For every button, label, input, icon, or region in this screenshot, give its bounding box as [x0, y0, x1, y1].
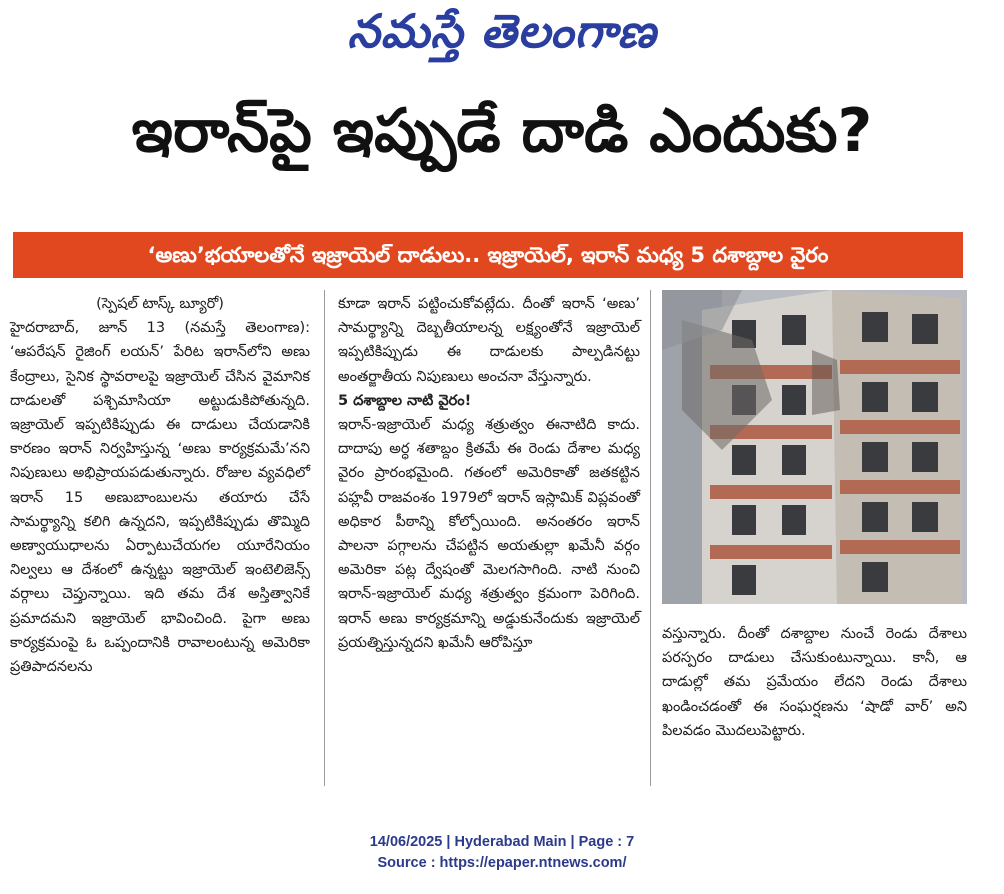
article-column-2 — [338, 292, 640, 655]
subheadline-banner — [13, 232, 963, 278]
masthead-logo: నమస్తే తెలంగాణ — [347, 4, 657, 58]
footer-source: Source : https://epaper.ntnews.com/ — [377, 855, 627, 871]
section-subhead: 5 దశాబ్దాల నాటి వైరం! — [338, 392, 472, 409]
headline: ఇరాన్‌పై ఇప్పుడే దాడి ఎందుకు? — [131, 96, 873, 166]
article-paragraph: హైదరాబాద్, జూన్ 13 (నమస్తే తెలంగాణ): ‘ఆపరేషన్ రైజింగ్ లయన్’ పేరిట ఇరాన్‌లోని అణు కేంద్రాలు, సైనిక స్థావరాలపై ఇజ్రాయెల్ చేసిన వైమానిక దాడులతో పశ్చిమాసియా అట్టుడుకిపోతున్నది. ఇజ్రాయెల్ ఇప్పటికిప్పుడు ఈ దాడులు చేయడానికి కారణం ఇరాన్ నిర్వహిస్తున్న ‘అణు కార్యక్రమమే’నని నిపుణులు అభిప్రాయపడుతున్నారు. రోజుల వ్యవధిలో ఇరాన్ 15 అణుబాంబులను తయారు చేసే సామర్థ్యాన్ని కలిగి ఉన్నదని, ఇప్పటికిప్పుడు తొమ్మిది అణ్వాయుధాలను ఏర్పాటుచేయగల యూరేనియం నిల్వలు ఆ దేశంలో ఉన్నట్టు ఇజ్రాయెల్ ఇంటెలిజెన్స్ వర్గాలు చెప్తున్నాయి. ఇది తమ దేశ అస్తిత్వానికే ప్రమాదమని ఇజ్రాయెల్ భావించింది. పైగా అణు కార్యక్రమంపై ఓ ఒప్పందానికి రావాలంటున్న అమెరికా ప్రతిపాదనలను — [10, 320, 310, 676]
building-illustration — [662, 290, 967, 604]
article-column-3 — [662, 622, 967, 743]
subheadline-text: ‘అణు’భయాలతోనే ఇజ్రాయెల్ దాడులు.. ఇజ్రాయెల్, ఇరాన్ మధ్య 5 దశాబ్దాల వైరం — [147, 243, 829, 267]
column-divider — [650, 290, 651, 786]
byline: (స్పెషల్ టాస్క్ బ్యూరో) — [96, 296, 224, 312]
article-paragraph: కూడా ఇరాన్ పట్టించుకోవట్లేదు. దీంతో ఇరాన్ ‘అణు’ సామర్థ్యాన్ని దెబ్బతీయాలన్న లక్ష్యంతోనే ఇజ్రాయెల్ ఇప్పటికిప్పుడు ఈ దాడులకు పాల్పడినట్టు అంతర్జాతీయ నిపుణులు అంచనా వేస్తున్నారు. — [338, 296, 640, 385]
footer-date-edition: 14/06/2025 | Hyderabad Main | Page : 7 — [369, 834, 635, 850]
article-paragraph: ఇరాన్-ఇజ్రాయెల్ మధ్య శత్రుత్వం ఈనాటిది కాదు. దాదాపు అర్ధ శతాబ్దం క్రితమే ఈ రెండు దేశాల మధ్య వైరం ప్రారంభమైంది. గతంలో అమెరికాతో జతకట్టిన పహ్లవీ రాజవంశం 1979లో ఇరాన్ ఇస్లామిక్ విప్లవంతో అధికార పీఠాన్ని కోల్పోయింది. అనంతరం ఇరాన్ పాలనా పగ్గాలను చేపట్టిన అయతుల్లా ఖమేనీ వర్గం అమెరికా పట్ల ద్వేషంతో మెలగసాగింది. నాటి నుంచి ఇరాన్-ఇజ్రాయెల్ మధ్య శత్రుత్వం క్రమంగా పెరిగింది. ఇరాన్ అణు కార్యక్రమాన్ని అడ్డుకునేందుకు ఇజ్రాయెల్ ప్రయత్నిస్తున్నదని ఖమేనీ ఆరోపిస్తూ — [338, 417, 640, 651]
article-paragraph: వస్తున్నారు. దీంతో దశాబ్దాల నుంచే రెండు దేశాలు పరస్పరం దాడులు చేసుకుంటున్నాయి. కానీ, ఆ దాడుల్లో తమ ప్రమేయం లేదని రెండు దేశాలు ఖండించడంతో ఈ సంఘర్షణను ‘షాడో వార్’ అని పిలవడం మొదలుపెట్టారు. — [662, 626, 967, 739]
footer — [0, 832, 1004, 874]
column-divider — [324, 290, 325, 786]
article-column-1 — [10, 292, 310, 679]
building-damage-photo — [662, 290, 967, 604]
